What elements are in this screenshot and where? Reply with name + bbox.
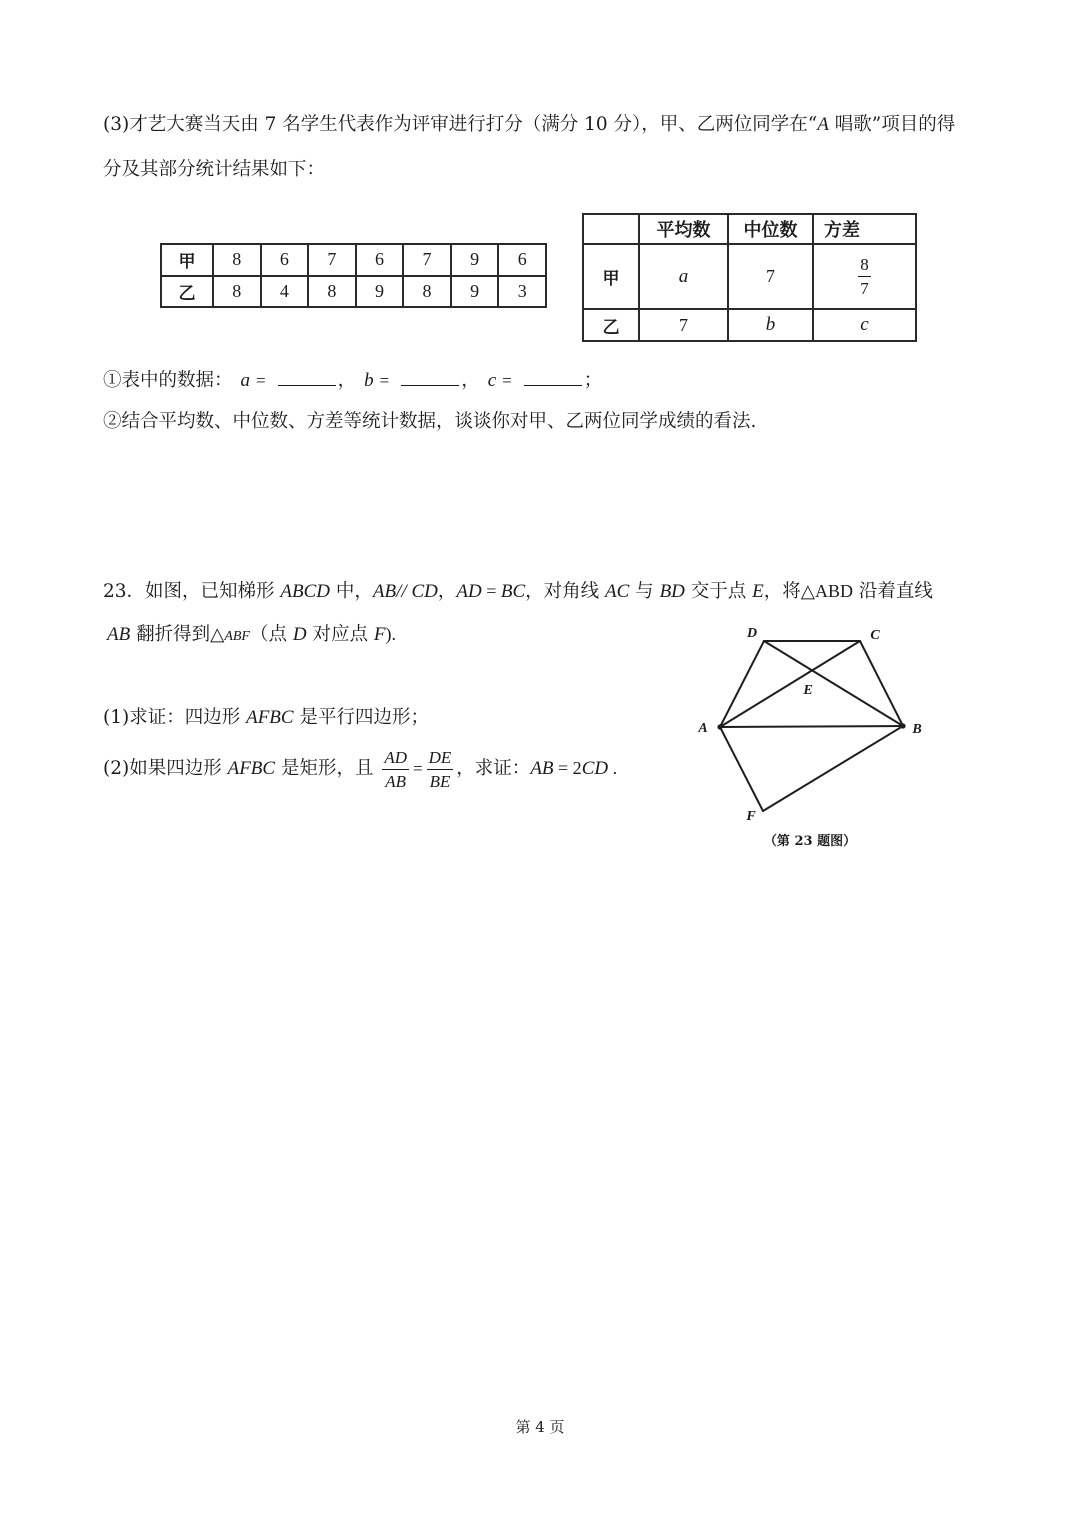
score-cell: 6 [498,244,546,276]
q23-math: AB [530,758,554,779]
fraction-numerator: DE [427,749,454,770]
sub1-equals: = [379,371,390,390]
q23-text: ). [385,624,396,644]
q22-intro-line2: 分及其部分统计结果如下： [103,159,326,180]
fraction-denominator: BE [429,771,451,791]
q23-text: 是矩形，且 [275,758,380,779]
q23-text: ， [437,581,457,602]
stats-median-jia: 7 [728,244,813,309]
q22-intro-text: (3)才艺大赛当天由 7 名学生代表作为评审进行打分（满分 10 分），甲、乙两位同学在“ [103,114,818,135]
q22-sub2: ②结合平均数、中位数、方差等统计数据，谈谈你对甲、乙两位同学成绩的看法. [103,411,757,432]
sub1-equals: = [256,371,266,390]
sub1-separator: ， [337,370,357,391]
score-cell: 6 [261,244,309,276]
vertex-dot-a [717,724,722,729]
fraction-denominator: 7 [860,279,869,298]
variance-fraction [858,256,871,297]
q23-text: 23．如图，已知梯形 [103,581,281,602]
vertex-label-c: C [870,628,880,643]
score-row-label: 甲 [161,244,213,276]
stats-mean-yi: 7 [639,309,728,341]
q23-text: 翻折得到△ [130,624,225,645]
fraction-equals: = [413,759,423,778]
segment-af [720,727,763,811]
score-cell: 8 [213,244,261,276]
score-row-jia [161,244,546,276]
q23-text: 交于点 [684,581,753,602]
sub1-equals: = [502,371,512,390]
score-row-label: 乙 [161,276,213,308]
stats-row-jia [583,244,916,309]
q23-part2 [103,746,617,791]
score-cell: 8 [403,276,451,308]
q23-math: BD [659,581,685,602]
q23-text: （点 [249,624,293,645]
ratio-fraction-de-be [427,749,454,790]
stats-mean-jia: a [639,244,728,309]
score-cell: 9 [451,244,499,276]
q23-text: ，对角线 [525,581,606,602]
fraction-numerator: AD [382,749,409,770]
q23-text: . [608,758,618,778]
q23-text: (1)求证：四边形 [103,707,247,728]
stats-row-yi [583,309,916,341]
q23-text: = 2 [553,758,582,778]
q23-text: (2)如果四边形 [103,758,228,779]
q23-part1 [103,706,429,730]
stats-header-median: 中位数 [728,214,813,244]
sub1-var: a [240,370,251,391]
stats-row-label: 甲 [583,244,639,309]
q23-math: CD [581,758,609,779]
q23-text: 与 [629,581,660,602]
q23-math: AB [107,624,131,645]
q22-intro-text-end: 唱歌”项目的得 [828,114,956,135]
q23-math: AFBC [246,707,294,728]
q23-math: ABF [224,629,250,644]
stats-header-mean: 平均数 [639,214,728,244]
stats-row-label: 乙 [583,309,639,341]
q23-math: F [373,624,386,645]
answer-blank [278,368,336,386]
q23-math: ABCD [280,581,331,602]
stats-header-row [583,214,916,244]
q23-text: ，求证： [456,758,531,779]
fraction-denominator: AB [385,771,407,791]
score-cell: 8 [308,276,356,308]
q23-math: AC [605,581,630,602]
q22-item-a: A [817,114,829,135]
answer-blank [401,368,459,386]
q23-text: 对应点 [306,624,374,645]
q22-sub1 [103,368,602,393]
ratio-fraction-ad-ab [382,749,409,790]
q23-text: 中， [330,581,373,602]
sub1-end: ； [583,370,603,391]
q23-text: = [481,581,501,601]
segment-ab [720,726,903,727]
page-number: 第 4 页 [515,1418,565,1436]
stats-variance-jia [813,244,916,309]
stats-header-variance: 方差 [813,214,916,244]
sub1-separator: ， [461,370,480,391]
score-cell: 8 [213,276,261,308]
q23-line2 [107,622,396,649]
sub1-var: c [487,370,497,391]
q23-math: BC [500,581,526,602]
trapezoid-figure [690,615,930,855]
score-row-yi [161,276,546,308]
sub1-var: b [364,370,374,391]
segment-fb [763,726,903,811]
q23-math: D [292,624,307,645]
sub1-label: ①表中的数据： [103,370,233,391]
figure-caption: （第 23 题图） [763,834,857,849]
q23-math: AFBC [227,758,276,779]
q23-text: 是平行四边形； [293,707,429,728]
q23-math: AB// CD [372,581,438,602]
vertex-label-e: E [803,683,813,698]
q22-intro-line1 [103,113,955,137]
stats-median-yi: b [728,309,813,341]
score-cell: 6 [356,244,404,276]
q23-text: ，将△ [763,581,815,602]
q23-math: E [752,581,764,602]
score-cell: 3 [498,276,546,308]
stats-table [582,213,917,342]
fraction-numerator: 8 [858,256,871,277]
vertex-label-b: B [912,722,922,737]
score-cell: 7 [403,244,451,276]
q23-line1 [103,579,933,604]
score-cell: 9 [451,276,499,308]
q23-math: AD [456,581,482,602]
score-cell: 9 [356,276,404,308]
score-table [160,243,547,308]
score-cell: 7 [308,244,356,276]
vertex-label-a: A [698,721,708,736]
stats-variance-yi: c [813,309,916,341]
q23-math: ABD [815,581,854,601]
q23-text: 沿着直线 [853,581,933,602]
vertex-label-f: F [746,809,756,824]
score-cell: 4 [261,276,309,308]
vertex-dot-b [900,723,905,728]
stats-header-empty [583,214,639,244]
vertex-label-d: D [746,626,758,641]
answer-blank [524,368,582,386]
